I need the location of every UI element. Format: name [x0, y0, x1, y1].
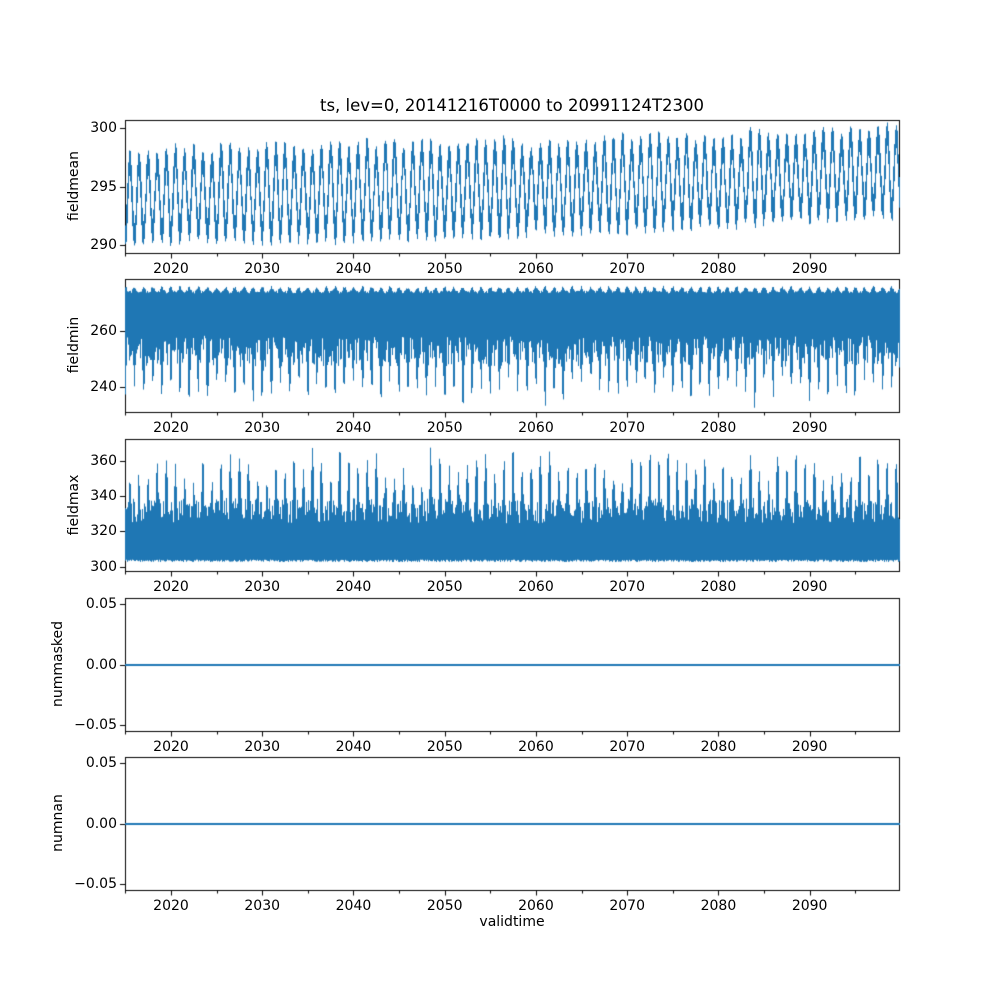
x-tick-label: 2070 — [609, 579, 646, 595]
x-tick-label: 2020 — [153, 898, 189, 914]
x-tick-label: 2070 — [609, 898, 646, 914]
y-tick-label: 340 — [90, 488, 117, 505]
x-axis-label: validtime — [479, 914, 545, 930]
x-tick-label: 2020 — [153, 261, 189, 277]
x-tick-label: 2030 — [244, 739, 281, 755]
x-tick-label: 2060 — [518, 898, 554, 914]
x-tick-label: 2080 — [700, 739, 737, 755]
x-tick-label: 2030 — [244, 579, 281, 595]
x-tick-label: 2030 — [244, 261, 281, 277]
x-tick-label: 2060 — [518, 739, 554, 755]
x-tick-label: 2030 — [244, 898, 281, 914]
x-tick-label: 2020 — [153, 420, 189, 436]
figure-title: ts, lev=0, 20141216T0000 to 20991124T2300 — [319, 96, 705, 115]
x-tick-label: 2070 — [609, 420, 646, 436]
y-tick-label: 260 — [90, 322, 117, 339]
x-tick-label: 2090 — [791, 420, 828, 436]
x-tick-label: 2050 — [426, 898, 463, 914]
y-tick-label: 360 — [90, 453, 117, 469]
y-tick-label: 0.00 — [85, 656, 117, 673]
y-tick-label: 0.05 — [85, 596, 117, 613]
x-tick-label: 2090 — [791, 579, 828, 595]
y-axis-label-numnan: numnan — [50, 794, 66, 852]
x-tick-label: 2060 — [518, 579, 554, 595]
x-tick-label: 2050 — [426, 420, 463, 436]
x-tick-label: 2040 — [335, 261, 372, 277]
x-tick-label: 2090 — [791, 739, 828, 755]
y-tick-label: −0.05 — [74, 716, 117, 733]
x-tick-label: 2080 — [700, 898, 737, 914]
x-tick-label: 2090 — [791, 898, 828, 914]
x-tick-label: 2030 — [244, 420, 281, 436]
x-tick-label: 2090 — [791, 261, 828, 277]
x-tick-label: 2070 — [609, 261, 646, 277]
x-tick-label: 2050 — [426, 261, 463, 277]
x-tick-label: 2060 — [518, 420, 554, 436]
x-tick-label: 2070 — [609, 739, 646, 755]
x-tick-label: 2060 — [518, 261, 554, 277]
x-tick-label: 2040 — [335, 579, 372, 595]
y-tick-label: −0.05 — [74, 875, 117, 892]
x-tick-label: 2050 — [426, 739, 463, 755]
y-tick-label: 0.00 — [85, 815, 117, 832]
x-tick-label: 2020 — [153, 739, 189, 755]
y-tick-label: 290 — [90, 237, 117, 254]
y-tick-label: 300 — [90, 558, 117, 575]
x-tick-label: 2050 — [426, 579, 463, 595]
y-tick-label: 295 — [90, 178, 117, 195]
y-tick-label: 300 — [90, 119, 117, 136]
y-axis-label-fieldmax: fieldmax — [66, 474, 82, 536]
x-tick-label: 2040 — [335, 420, 372, 436]
x-tick-label: 2080 — [700, 420, 737, 436]
y-axis-label-fieldmean: fieldmean — [66, 151, 82, 221]
x-tick-label: 2040 — [335, 898, 372, 914]
y-axis-label-fieldmin: fieldmin — [66, 316, 82, 374]
x-tick-label: 2040 — [335, 739, 372, 755]
y-axis-label-nummasked: nummasked — [50, 620, 66, 708]
x-tick-label: 2080 — [700, 579, 737, 595]
y-tick-label: 0.05 — [85, 755, 117, 772]
x-tick-label: 2020 — [153, 579, 189, 595]
y-tick-label: 320 — [90, 523, 117, 540]
x-tick-label: 2080 — [700, 261, 737, 277]
y-tick-label: 240 — [90, 378, 117, 395]
